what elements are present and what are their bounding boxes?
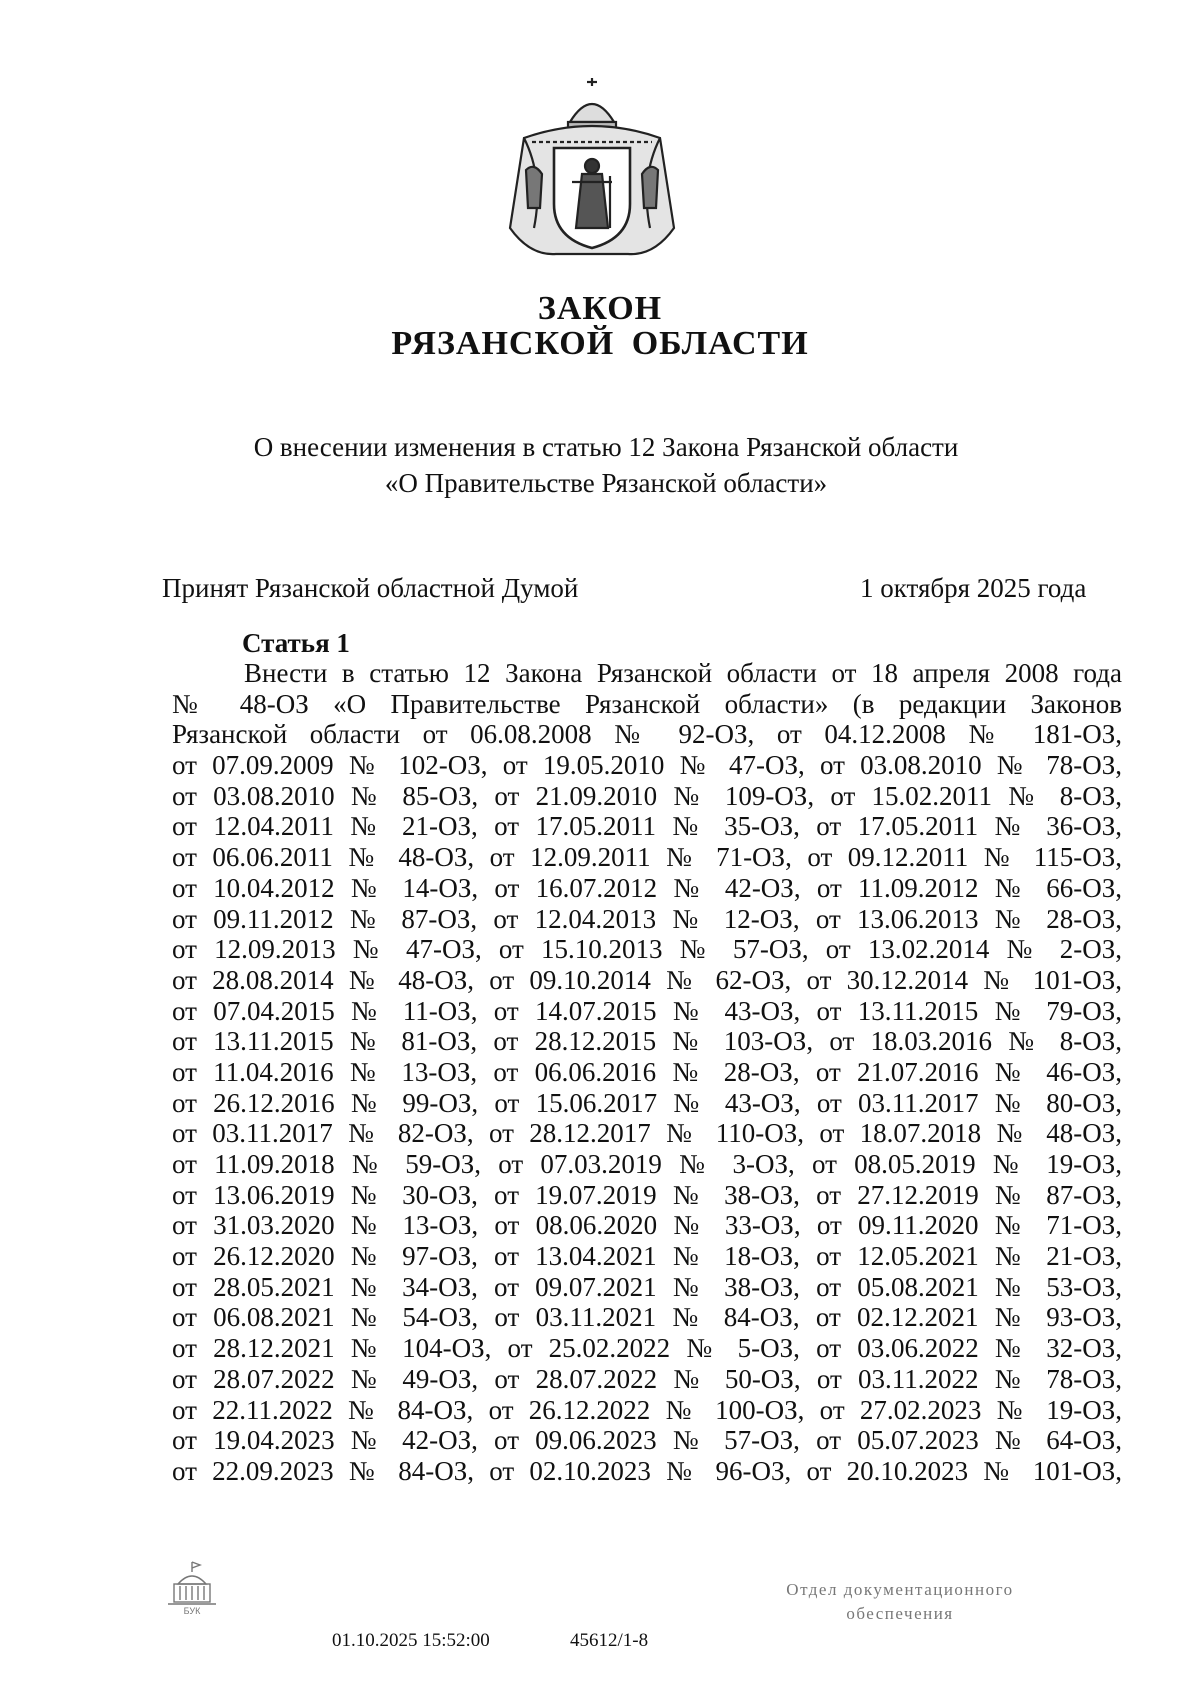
- article-text-line: № 48-ОЗ «О Правительстве Рязанской области» (в редакции Законов: [172, 688, 1122, 719]
- article-text-line: [172, 1487, 1122, 1518]
- registration-number: 45612/1-8: [570, 1630, 649, 1651]
- document-title-line-2: РЯЗАНСКОЙ ОБЛАСТИ: [391, 325, 809, 362]
- article-text-line: от 26.12.2020 № 97-ОЗ, от 13.04.2021 № 18-ОЗ, от 12.05.2021 № 21-ОЗ,: [172, 1241, 1122, 1272]
- article-text-line: [172, 1517, 1122, 1548]
- document-title-line-1: ЗАКОН: [537, 290, 663, 327]
- article-text-line: от 28.07.2022 № 49-ОЗ, от 28.07.2022 № 50-ОЗ, от 03.11.2022 № 78-ОЗ,: [172, 1363, 1122, 1394]
- article-text-line: от 28.05.2021 № 34-ОЗ, от 09.07.2021 № 38-ОЗ, от 05.08.2021 № 53-ОЗ,: [172, 1271, 1122, 1302]
- document-subject-line-2: «О Правительстве Рязанской области»: [384, 468, 828, 498]
- article-text-line: от 11.09.2018 № 59-ОЗ, от 07.03.2019 № 3-ОЗ, от 08.05.2019 № 19-ОЗ,: [172, 1149, 1122, 1179]
- article-text-line: от 22.11.2022 № 84-ОЗ, от 26.12.2022 № 100-ОЗ, от 27.02.2023 № 19-ОЗ,: [172, 1394, 1122, 1425]
- article-text-line: от 31.03.2020 № 13-ОЗ, от 08.06.2020 № 33-ОЗ, от 09.11.2020 № 71-ОЗ,: [172, 1210, 1122, 1241]
- article-text-line: [172, 1548, 1122, 1579]
- duma-building-icon: [164, 1560, 220, 1616]
- adoption-date: 1 октября 2025 года: [860, 573, 1087, 603]
- footer-logo-text: БУК: [183, 1606, 201, 1616]
- article-text-line: от 13.11.2015 № 81-ОЗ, от 28.12.2015 № 103-ОЗ, от 18.03.2016 № 8-ОЗ,: [172, 1026, 1122, 1057]
- department-stamp-line-1: Отдел документационного: [786, 1580, 1014, 1599]
- article-text-line: от 19.04.2023 № 42-ОЗ, от 09.06.2023 № 57-ОЗ, от 05.07.2023 № 64-ОЗ,: [172, 1425, 1122, 1456]
- article-heading: Статья 1: [242, 628, 350, 658]
- coat-of-arms-icon: [504, 78, 680, 266]
- article-text-line: от 11.04.2016 № 13-ОЗ, от 06.06.2016 № 28-ОЗ, от 21.07.2016 № 46-ОЗ,: [172, 1056, 1122, 1087]
- article-text-line: от 06.06.2011 № 48-ОЗ, от 12.09.2011 № 71-ОЗ, от 09.12.2011 № 115-ОЗ,: [172, 842, 1122, 873]
- article-text-line: Внести в статью 12 Закона Рязанской области от 18 апреля 2008 года: [244, 658, 1122, 688]
- article-text-line: от 03.08.2010 № 85-ОЗ, от 21.09.2010 № 109-ОЗ, от 15.02.2011 № 8-ОЗ,: [172, 780, 1122, 811]
- article-text-line: от 07.09.2009 № 102-ОЗ, от 19.05.2010 № 47-ОЗ, от 03.08.2010 № 78-ОЗ,: [172, 750, 1122, 781]
- article-text-line: от 07.04.2015 № 11-ОЗ, от 14.07.2015 № 43-ОЗ, от 13.11.2015 № 79-ОЗ,: [172, 995, 1122, 1026]
- document-subject-line-1: О внесении изменения в статью 12 Закона Рязанской области: [253, 432, 959, 462]
- article-text-line: от 09.11.2012 № 87-ОЗ, от 12.04.2013 № 12-ОЗ, от 13.06.2013 № 28-ОЗ,: [172, 903, 1122, 934]
- department-stamp-line-2: обеспечения: [846, 1604, 954, 1623]
- article-text-line: Рязанской области от 06.08.2008 № 92-ОЗ, от 04.12.2008 № 181-ОЗ,: [172, 719, 1122, 750]
- article-text-line: от 10.04.2012 № 14-ОЗ, от 16.07.2012 № 42-ОЗ, от 11.09.2012 № 66-ОЗ,: [172, 872, 1122, 903]
- article-text-line: от 28.08.2014 № 48-ОЗ, от 09.10.2014 № 62-ОЗ, от 30.12.2014 № 101-ОЗ,: [172, 964, 1122, 995]
- article-text-line: от 06.08.2021 № 54-ОЗ, от 03.11.2021 № 84-ОЗ, от 02.12.2021 № 93-ОЗ,: [172, 1302, 1122, 1333]
- article-text-line: от 28.12.2021 № 104-ОЗ, от 25.02.2022 № 5-ОЗ, от 03.06.2022 № 32-ОЗ,: [172, 1333, 1122, 1364]
- article-text-line: от 26.12.2016 № 99-ОЗ, от 15.06.2017 № 43-ОЗ, от 03.11.2017 № 80-ОЗ,: [172, 1087, 1122, 1118]
- article-text-line: от 22.09.2023 № 84-ОЗ, от 02.10.2023 № 96-ОЗ, от 20.10.2023 № 101-ОЗ,: [172, 1455, 1122, 1486]
- article-text-line: от 12.04.2011 № 21-ОЗ, от 17.05.2011 № 35-ОЗ, от 17.05.2011 № 36-ОЗ,: [172, 811, 1122, 842]
- article-text-line: от 03.11.2017 № 82-ОЗ, от 28.12.2017 № 110-ОЗ, от 18.07.2018 № 48-ОЗ,: [172, 1118, 1122, 1149]
- article-text-line: от 13.06.2019 № 30-ОЗ, от 19.07.2019 № 38-ОЗ, от 27.12.2019 № 87-ОЗ,: [172, 1179, 1122, 1210]
- article-text-line: от 12.09.2013 № 47-ОЗ, от 15.10.2013 № 57-ОЗ, от 13.02.2014 № 2-ОЗ,: [172, 934, 1122, 965]
- registration-datetime: 01.10.2025 15:52:00: [332, 1630, 490, 1651]
- article-body: [172, 658, 1122, 1579]
- adopted-by-text: Принят Рязанской областной Думой: [162, 573, 579, 603]
